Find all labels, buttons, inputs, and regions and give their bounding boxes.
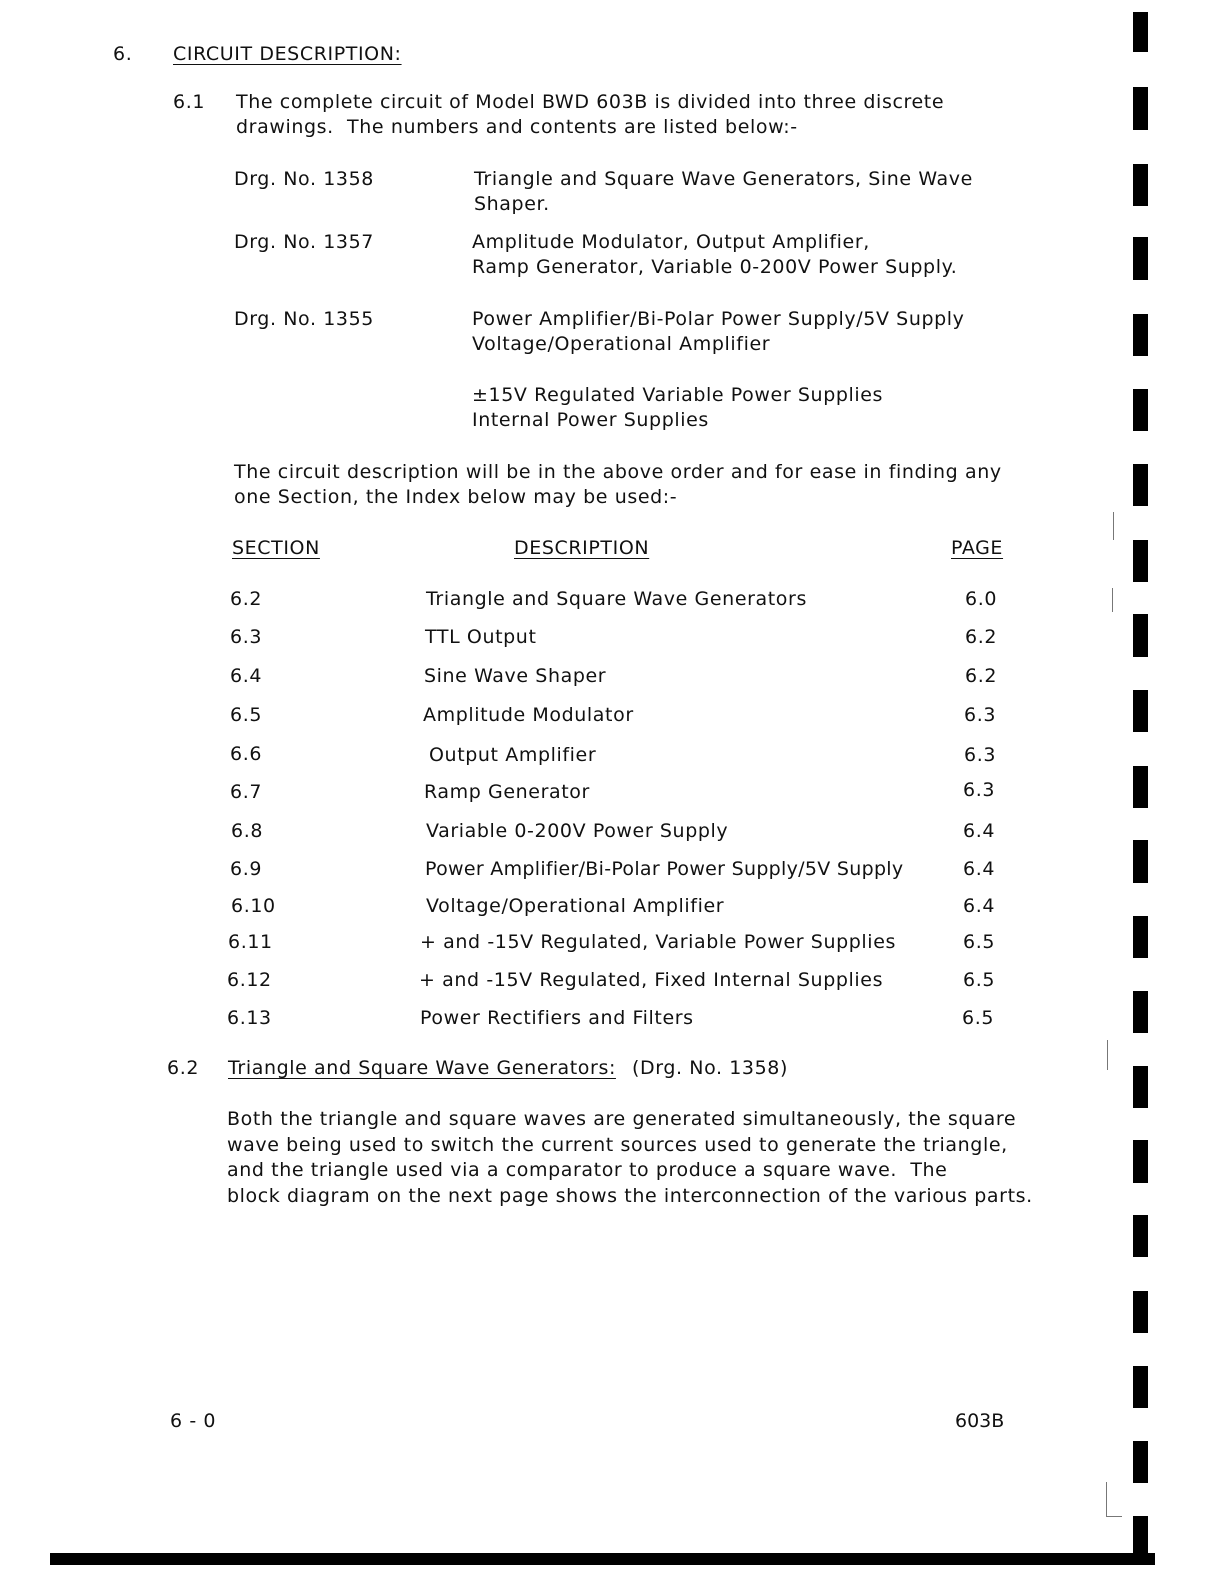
row-section: 6.4: [230, 665, 263, 687]
paragraph-line: wave being used to switch the current sources used to generate the triangle,: [227, 1134, 1008, 1156]
row-description: Voltage/Operational Amplifier: [426, 895, 725, 917]
row-description: Amplitude Modulator: [423, 704, 634, 726]
row-page: 6.2: [965, 665, 998, 687]
section-title: Triangle and Square Wave Generators:: [228, 1057, 616, 1079]
edge-bar: [1133, 916, 1148, 958]
drawing-contents-line: Power Amplifier/Bi-Polar Power Supply/5V Supply: [472, 308, 965, 330]
paragraph-line: and the triangle used via a comparator to produce a square wave. The: [227, 1159, 948, 1181]
row-page: 6.4: [963, 820, 996, 842]
drawing-contents-line: Shaper.: [474, 193, 550, 215]
heading-title: CIRCUIT DESCRIPTION:: [173, 43, 402, 65]
row-description: Variable 0-200V Power Supply: [426, 820, 729, 842]
edge-bar: [1133, 389, 1148, 431]
row-description: Power Rectifiers and Filters: [420, 1007, 694, 1029]
scan-speck: [1107, 1040, 1108, 1070]
drawing-number: Drg. No. 1355: [234, 308, 374, 330]
edge-bar: [1133, 1140, 1148, 1183]
drawing-number: Drg. No. 1358: [234, 168, 374, 190]
heading-number: 6.: [113, 43, 133, 65]
edge-bar: [1133, 12, 1148, 52]
drawing-contents-line: Amplitude Modulator, Output Amplifier,: [472, 231, 870, 253]
footer-page-number: 6 - 0: [170, 1410, 217, 1432]
row-page: 6.3: [963, 779, 996, 801]
scan-speck: [1106, 1516, 1122, 1517]
row-section: 6.12: [227, 969, 272, 991]
column-header-description: DESCRIPTION: [514, 537, 650, 559]
drawing-number: Drg. No. 1357: [234, 231, 374, 253]
paragraph-line: Both the triangle and square waves are generated simultaneously, the square: [227, 1108, 1017, 1130]
edge-bar: [1133, 314, 1148, 356]
edge-bar: [1133, 991, 1148, 1033]
edge-bar: [1133, 1291, 1148, 1333]
paragraph-line: block diagram on the next page shows the interconnection of the various parts.: [227, 1185, 1033, 1207]
row-section: 6.3: [230, 626, 263, 648]
edge-bar: [1133, 840, 1148, 883]
row-description: Ramp Generator: [424, 781, 590, 803]
row-section: 6.13: [227, 1007, 272, 1029]
row-page: 6.5: [962, 1007, 995, 1029]
bottom-edge-rule: [50, 1553, 1155, 1565]
row-page: 6.3: [964, 704, 997, 726]
edge-bar: [1133, 464, 1148, 506]
row-description: + and -15V Regulated, Fixed Internal Supplies: [419, 969, 884, 991]
intro-line-2: drawings. The numbers and contents are listed below:-: [236, 116, 798, 138]
row-section: 6.10: [231, 895, 276, 917]
intro-number: 6.1: [173, 91, 206, 113]
scan-speck: [1112, 588, 1113, 612]
row-description: Sine Wave Shaper: [424, 665, 607, 687]
column-header-section: SECTION: [232, 537, 320, 559]
footer-model: 603B: [955, 1410, 1005, 1432]
drawing-contents-line: Triangle and Square Wave Generators, Sine Wave: [474, 168, 973, 190]
edge-bar: [1133, 1066, 1148, 1108]
row-section: 6.7: [230, 781, 263, 803]
row-page: 6.0: [965, 588, 998, 610]
row-page: 6.4: [963, 858, 996, 880]
row-page: 6.5: [963, 969, 996, 991]
intro-line-1: The complete circuit of Model BWD 603B is divided into three discrete: [236, 91, 945, 113]
row-section: 6.2: [230, 588, 263, 610]
edge-bar: [1133, 1441, 1148, 1483]
edge-bar: [1133, 540, 1148, 582]
index-intro-line-1: The circuit description will be in the above order and for ease in finding any: [234, 461, 1002, 483]
section-drawing-reference: (Drg. No. 1358): [632, 1057, 789, 1079]
edge-bar: [1133, 614, 1148, 657]
edge-bar: [1133, 690, 1148, 732]
drawing-contents-line: Voltage/Operational Amplifier: [472, 333, 771, 355]
drawing-contents-line: Internal Power Supplies: [472, 409, 709, 431]
drawing-contents-line: ±15V Regulated Variable Power Supplies: [472, 384, 884, 406]
row-section: 6.5: [230, 704, 263, 726]
row-description: Power Amplifier/Bi-Polar Power Supply/5V Supply: [425, 858, 904, 880]
edge-bar: [1133, 1516, 1148, 1556]
row-section: 6.9: [230, 858, 263, 880]
row-page: 6.3: [964, 744, 997, 766]
row-page: 6.5: [963, 931, 996, 953]
edge-bar: [1133, 766, 1148, 808]
scan-speck: [1113, 512, 1114, 540]
edge-bar: [1133, 1215, 1148, 1257]
row-section: 6.11: [228, 931, 273, 953]
row-section: 6.8: [231, 820, 264, 842]
drawing-contents-line: Ramp Generator, Variable 0-200V Power Supply.: [472, 256, 958, 278]
edge-bar: [1133, 237, 1148, 280]
row-description: + and -15V Regulated, Variable Power Supplies: [420, 931, 896, 953]
row-page: 6.4: [963, 895, 996, 917]
edge-bar: [1133, 164, 1148, 206]
row-description: Triangle and Square Wave Generators: [426, 588, 807, 610]
edge-bar: [1133, 1366, 1148, 1408]
row-description: Output Amplifier: [429, 744, 597, 766]
row-section: 6.6: [230, 743, 263, 765]
index-intro-line-2: one Section, the Index below may be used:-: [234, 486, 678, 508]
edge-bar: [1133, 87, 1148, 130]
section-number: 6.2: [167, 1057, 200, 1079]
row-page: 6.2: [965, 626, 998, 648]
scan-speck: [1106, 1482, 1107, 1516]
column-header-page: PAGE: [951, 537, 1004, 559]
row-description: TTL Output: [425, 626, 537, 648]
